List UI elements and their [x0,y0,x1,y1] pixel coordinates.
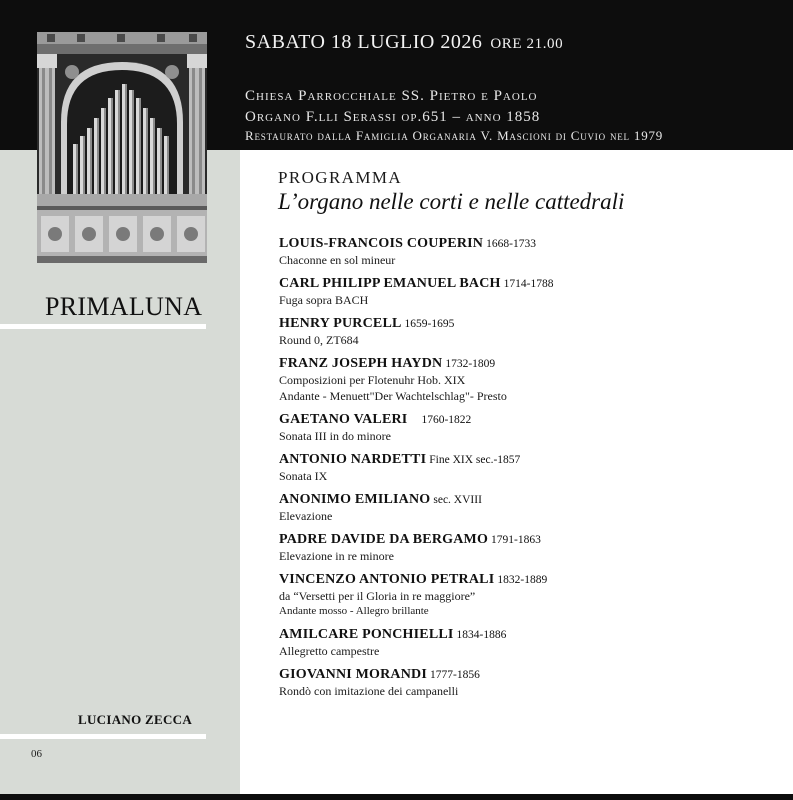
composer-years: 1659-1695 [404,318,455,330]
work-title: Rondò con imitazione dei campanelli [279,684,459,698]
programme-item [279,236,779,268]
composer-line [279,492,779,508]
composer-name: VINCENZO ANTONIO PETRALI [279,572,495,587]
work-title: Chaconne en sol mineur [279,253,396,267]
composer-years: 1714-1788 [503,278,554,290]
programme-item [279,356,779,404]
work-title: Sonata III in do minore [279,429,391,443]
composer-years: 1760-1822 [421,414,472,426]
programme-item [279,492,779,524]
performer-name: LUCIANO ZECCA [78,712,193,727]
bottom-bar [0,794,793,800]
brand-title: PRIMALUNA [45,292,203,321]
composer-name: PADRE DAVIDE DA BERGAMO [279,532,489,547]
composer-name: FRANZ JOSEPH HAYDN [279,356,443,371]
composer-name: AMILCARE PONCHIELLI [279,627,454,642]
composer-line [279,532,779,548]
organ-photo [37,32,207,263]
restoration-info: Restaurato dalla Famiglia Organaria V. Mascioni di Cuvio nel 1979 [245,128,664,143]
programme-item [279,452,779,484]
event-date [245,31,563,54]
work-title: da “Versetti per il Gloria in re maggiore” [279,589,476,603]
composer-years: 1668-1733 [486,238,536,250]
composer-years: 1732-1809 [445,358,496,370]
programme-label: PROGRAMMA [278,168,403,187]
composer-name: CARL PHILIPP EMANUEL BACH [279,276,501,291]
composer-line [279,356,779,372]
programme-item [279,276,779,308]
programme-title: L’organo nelle corti e nelle cattedrali [278,189,625,214]
programme-item [279,627,779,659]
work-movements: Andante mosso - Allegro brillante [279,605,429,617]
composer-line [279,452,779,468]
composer-years: 1832-1889 [497,574,548,586]
programme-item [279,412,779,444]
venue: Chiesa Parrocchiale SS. Pietro e Paolo [245,88,538,104]
composer-line [279,236,779,252]
work-movements: Andante - Menuett"Der Wachtelschlag"- Presto [279,389,507,403]
work-title: Elevazione in re minore [279,549,394,563]
composer-name: ANONIMO EMILIANO [279,492,431,507]
programme-item [279,572,779,619]
composer-years: 1791-1863 [491,534,541,546]
composer-line [279,572,779,588]
event-time: ORE 21.00 [490,36,564,52]
programme-item [279,532,779,564]
divider [0,734,206,739]
work-title: Composizioni per Flotenuhr Hob. XIX [279,373,466,387]
composer-years: sec. XVIII [433,494,482,506]
composer-name: GAETANO VALERI [279,412,408,427]
composer-name: GIOVANNI MORANDI [279,667,428,682]
composer-name: ANTONIO NARDETTI [279,452,427,467]
composer-line [279,627,779,643]
work-title: Fuga sopra BACH [279,293,369,307]
composer-name: LOUIS-FRANCOIS COUPERIN [279,236,484,251]
organ-info: Organo F.lli Serassi op.651 – anno 1858 [245,109,541,125]
work-title: Sonata IX [279,469,328,483]
programme-item [279,667,779,699]
composer-years: 1777-1856 [430,669,480,681]
divider [0,324,206,329]
work-title: Elevazione [279,509,333,523]
composer-name: HENRY PURCELL [279,316,402,331]
composer-years: Fine XIX sec.-1857 [429,454,521,466]
composer-line [279,316,779,332]
work-title: Round 0, ZT684 [279,333,359,347]
programme-list [279,236,779,707]
composer-line [279,412,779,428]
composer-line [279,667,779,683]
page-number: 06 [31,748,42,760]
event-date-text: SABATO 18 LUGLIO 2026 [245,31,483,53]
composer-years: 1834-1886 [456,629,507,641]
composer-line [279,276,779,292]
work-title: Allegretto campestre [279,644,380,658]
programme-item [279,316,779,348]
